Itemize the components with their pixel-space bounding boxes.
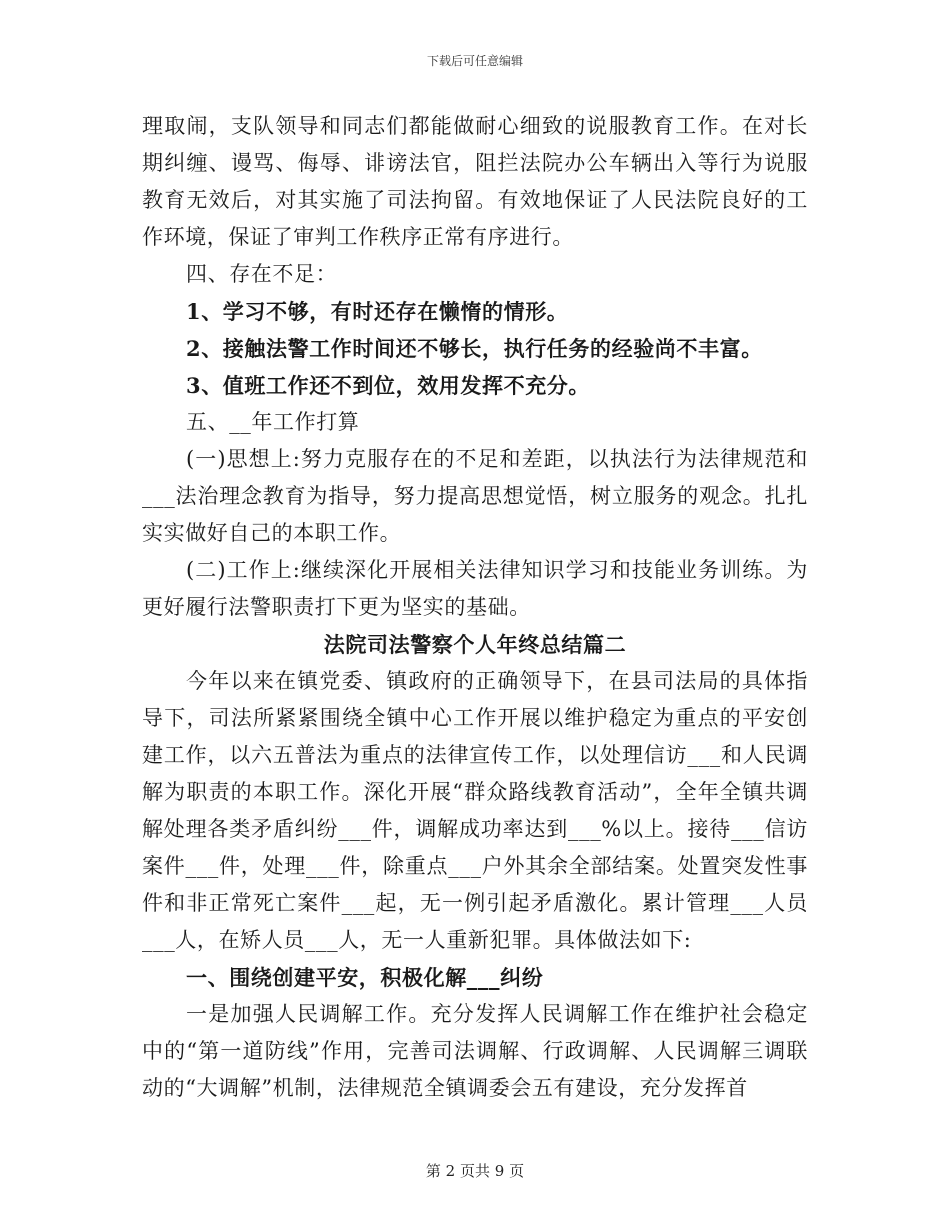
section-heading-shortcomings: 四、存在不足：	[186, 262, 338, 286]
page-footer: 第 2 页共 9 页	[425, 1162, 525, 1180]
plan-item-work: (二)工作上:继续深化开展相关法律知识学习和技能业务训练。为更好履行法警职责打下更为坚实的基础。	[142, 558, 808, 619]
document-body	[142, 108, 808, 1107]
section-heading-plan: 五、__年工作打算	[186, 410, 360, 434]
paragraph-continuation: 理取闹，支队领导和同志们都能做耐心细致的说服教育工作。在对长期纠缠、谩骂、侮辱、诽谤法官，阻拦法院办公车辆出入等行为说服教育无效后，对其实施了司法拘留。有效地保证了人民法院良好的工作环境，保证了审判工作秩序正常有序进行。	[142, 114, 808, 249]
shortcoming-item-1: 1、学习不够，有时还存在懒惰的情形。	[186, 299, 569, 324]
plan-item-thought: (一)思想上:努力克服存在的不足和差距，以执法行为法律规范和___法治理念教育为指导，努力提高思想觉悟，树立服务的观念。扎扎实实做好自己的本职工作。	[142, 447, 808, 545]
page-header: 下载后可任意编辑	[426, 54, 523, 68]
article-title: 法院司法警察个人年终总结篇二	[323, 632, 627, 657]
shortcoming-item-2: 2、接触法警工作时间还不够长，执行任务的经验尚不丰富。	[186, 336, 763, 361]
shortcoming-item-3: 3、值班工作还不到位，效用发挥不充分。	[186, 373, 591, 398]
paragraph-mediation: 一是加强人民调解工作。充分发挥人民调解工作在维护社会稳定中的“第一道防线”作用，完善司法调解、行政调解、人民调解三调联动的“大调解”机制，法律规范全镇调委会五有建设，充分发挥首	[142, 1002, 808, 1100]
section-heading-1: 一、围绕创建平安，积极化解___纠纷	[186, 965, 544, 990]
paragraph-intro: 今年以来在镇党委、镇政府的正确领导下，在县司法局的具体指导下，司法所紧紧围绕全镇中心工作开展以维护稳定为重点的平安创建工作，以六五普法为重点的法律宣传工作，以处理信访___和人民调解为职责的本职工作。深化开展“群众路线教育活动”，全年全镇共调解处理各类矛盾纠纷___件，调解成功率达到___%以上。接待___信访案件___件，处理___件，除重点___户外其余全部结案。处置突发性事件和非正常死亡案件___起，无一例引起矛盾激化。累计管理___人员___人，在矫人员___人，无一人重新犯罪。具体做法如下:	[142, 669, 808, 952]
